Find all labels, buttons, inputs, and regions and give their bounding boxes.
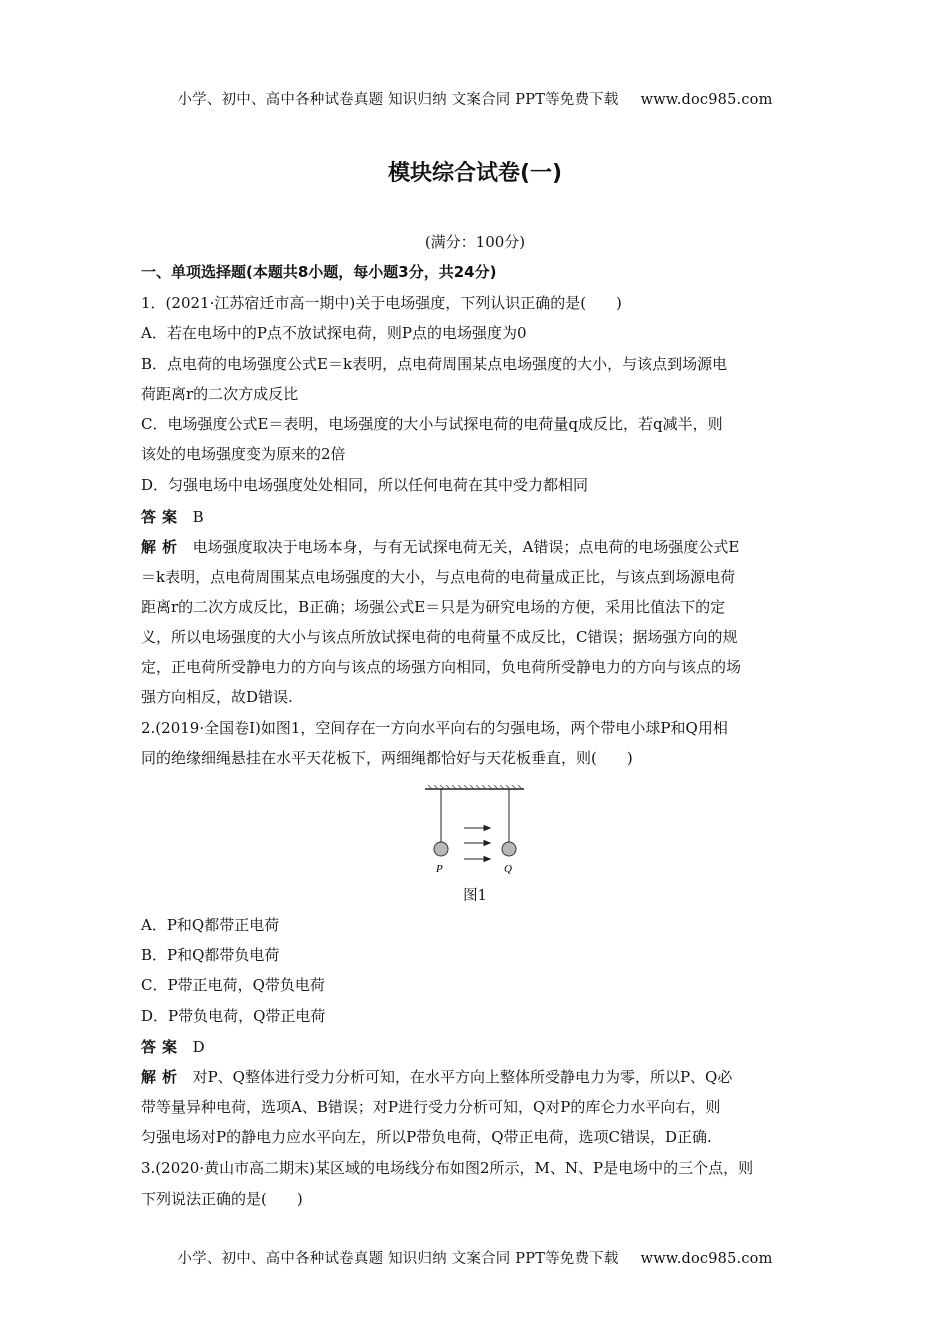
q2-option-d: D．P带负电荷，Q带正电荷 xyxy=(141,1007,326,1025)
q1-answer xyxy=(141,507,204,527)
q1-analysis-label: 解析 xyxy=(141,538,184,556)
header-text: 小学、初中、高中各种试卷真题 知识归纳 文案合同 PPT等免费下载 xyxy=(177,92,619,108)
header-site: www.doc985.com xyxy=(640,92,773,108)
full-score: (满分：100分) xyxy=(424,233,526,251)
page-footer xyxy=(0,1247,950,1268)
page-header xyxy=(0,88,950,109)
q2-answer-value: D xyxy=(192,1038,205,1056)
q1-option-b-line1: B．点电荷的电场强度公式E＝k表明，点电荷周围某点电场强度的大小，与该点到场源电 xyxy=(141,355,728,373)
q2-option-a: A．P和Q都带正电荷 xyxy=(141,916,280,934)
q1-option-b-line2: 荷距离r的二次方成反比 xyxy=(141,385,299,403)
q1-answer-value: B xyxy=(192,508,204,526)
q2-analysis-line3: 匀强电场对P的静电力应水平向左，所以P带负电荷，Q带正电荷，选项C错误，D正确. xyxy=(141,1128,712,1146)
q2-analysis-text: 对P、Q整体进行受力分析可知，在水平方向上整体所受静电力为零，所以P、Q必 xyxy=(192,1068,733,1086)
q2-analysis-line2: 带等量异种电荷，选项A、B错误；对P进行受力分析可知，Q对P的库仑力水平向右，则 xyxy=(141,1098,721,1116)
q1-analysis-line5: 定，正电荷所受静电力的方向与该点的场强方向相同，负电荷所受静电力的方向与该点的场 xyxy=(141,658,742,676)
q2-analysis-label: 解析 xyxy=(141,1068,184,1086)
q2-stem-line2: 同的绝缘细绳悬挂在水平天花板下，两细绳都恰好与天花板垂直，则( ) xyxy=(141,749,633,767)
q1-analysis-line1 xyxy=(141,537,739,557)
q1-analysis-text: 电场强度取决于电场本身，与有无试探电荷无关，A错误；点电荷的电场强度公式E xyxy=(192,538,740,556)
figure-1-diagram xyxy=(420,785,530,877)
field-arrows xyxy=(464,826,490,862)
page-title: 模块综合试卷(一) xyxy=(387,161,563,186)
q1-option-a: A．若在电场中的P点不放试探电荷，则P点的电场强度为0 xyxy=(141,324,527,342)
q1-analysis-line4: 义，所以电场强度的大小与该点所放试探电荷的电荷量不成反比，C错误；据场强方向的规 xyxy=(141,628,738,646)
ball-q xyxy=(502,842,516,856)
q1-stem: 1．(2021·江苏宿迁市高一期中)关于电场强度，下列认识正确的是( ) xyxy=(141,294,622,312)
ceiling xyxy=(425,785,524,789)
q2-answer-label: 答案 xyxy=(141,1038,184,1056)
q1-analysis-line2: ＝k表明，点电荷周围某点电场强度的大小，与点电荷的电荷量成正比，与该点到场源电荷 xyxy=(141,568,736,586)
q2-stem-line1: 2.(2019·全国卷Ⅰ)如图1，空间存在一方向水平向右的匀强电场，两个带电小球P和Q用相 xyxy=(141,719,728,737)
label-q: Q xyxy=(504,863,512,875)
section-heading: 一、单项选择题(本题共8小题，每小题3分，共24分) xyxy=(141,263,497,281)
q3-stem-line2: 下列说法正确的是( ) xyxy=(141,1190,303,1208)
q2-option-c: C．P带正电荷，Q带负电荷 xyxy=(141,976,325,994)
label-p: P xyxy=(436,863,443,875)
q2-analysis-line1 xyxy=(141,1067,732,1087)
q1-option-c-line1: C．电场强度公式E＝表明，电场强度的大小与试探电荷的电荷量q成反比，若q减半，则 xyxy=(141,415,723,433)
q1-option-d: D．匀强电场中电场强度处处相同，所以任何电荷在其中受力都相同 xyxy=(141,476,589,494)
footer-text: 小学、初中、高中各种试卷真题 知识归纳 文案合同 PPT等免费下载 xyxy=(177,1251,619,1267)
q1-analysis-line6: 强方向相反，故D错误. xyxy=(141,688,293,706)
q1-analysis-line3: 距离r的二次方成反比，B正确；场强公式E＝只是为研究电场的方便，采用比值法下的定 xyxy=(141,598,726,616)
q1-option-c-line2: 该处的电场强度变为原来的2倍 xyxy=(141,445,346,463)
figure-1-caption: 图1 xyxy=(463,888,487,904)
q2-answer xyxy=(141,1037,205,1057)
q1-answer-label: 答案 xyxy=(141,508,184,526)
footer-site: www.doc985.com xyxy=(640,1251,773,1267)
ball-p xyxy=(434,842,448,856)
q2-option-b: B．P和Q都带负电荷 xyxy=(141,946,280,964)
q3-stem-line1: 3.(2020·黄山市高二期末)某区域的电场线分布如图2所示，M、N、P是电场中的三个点，则 xyxy=(141,1159,754,1177)
